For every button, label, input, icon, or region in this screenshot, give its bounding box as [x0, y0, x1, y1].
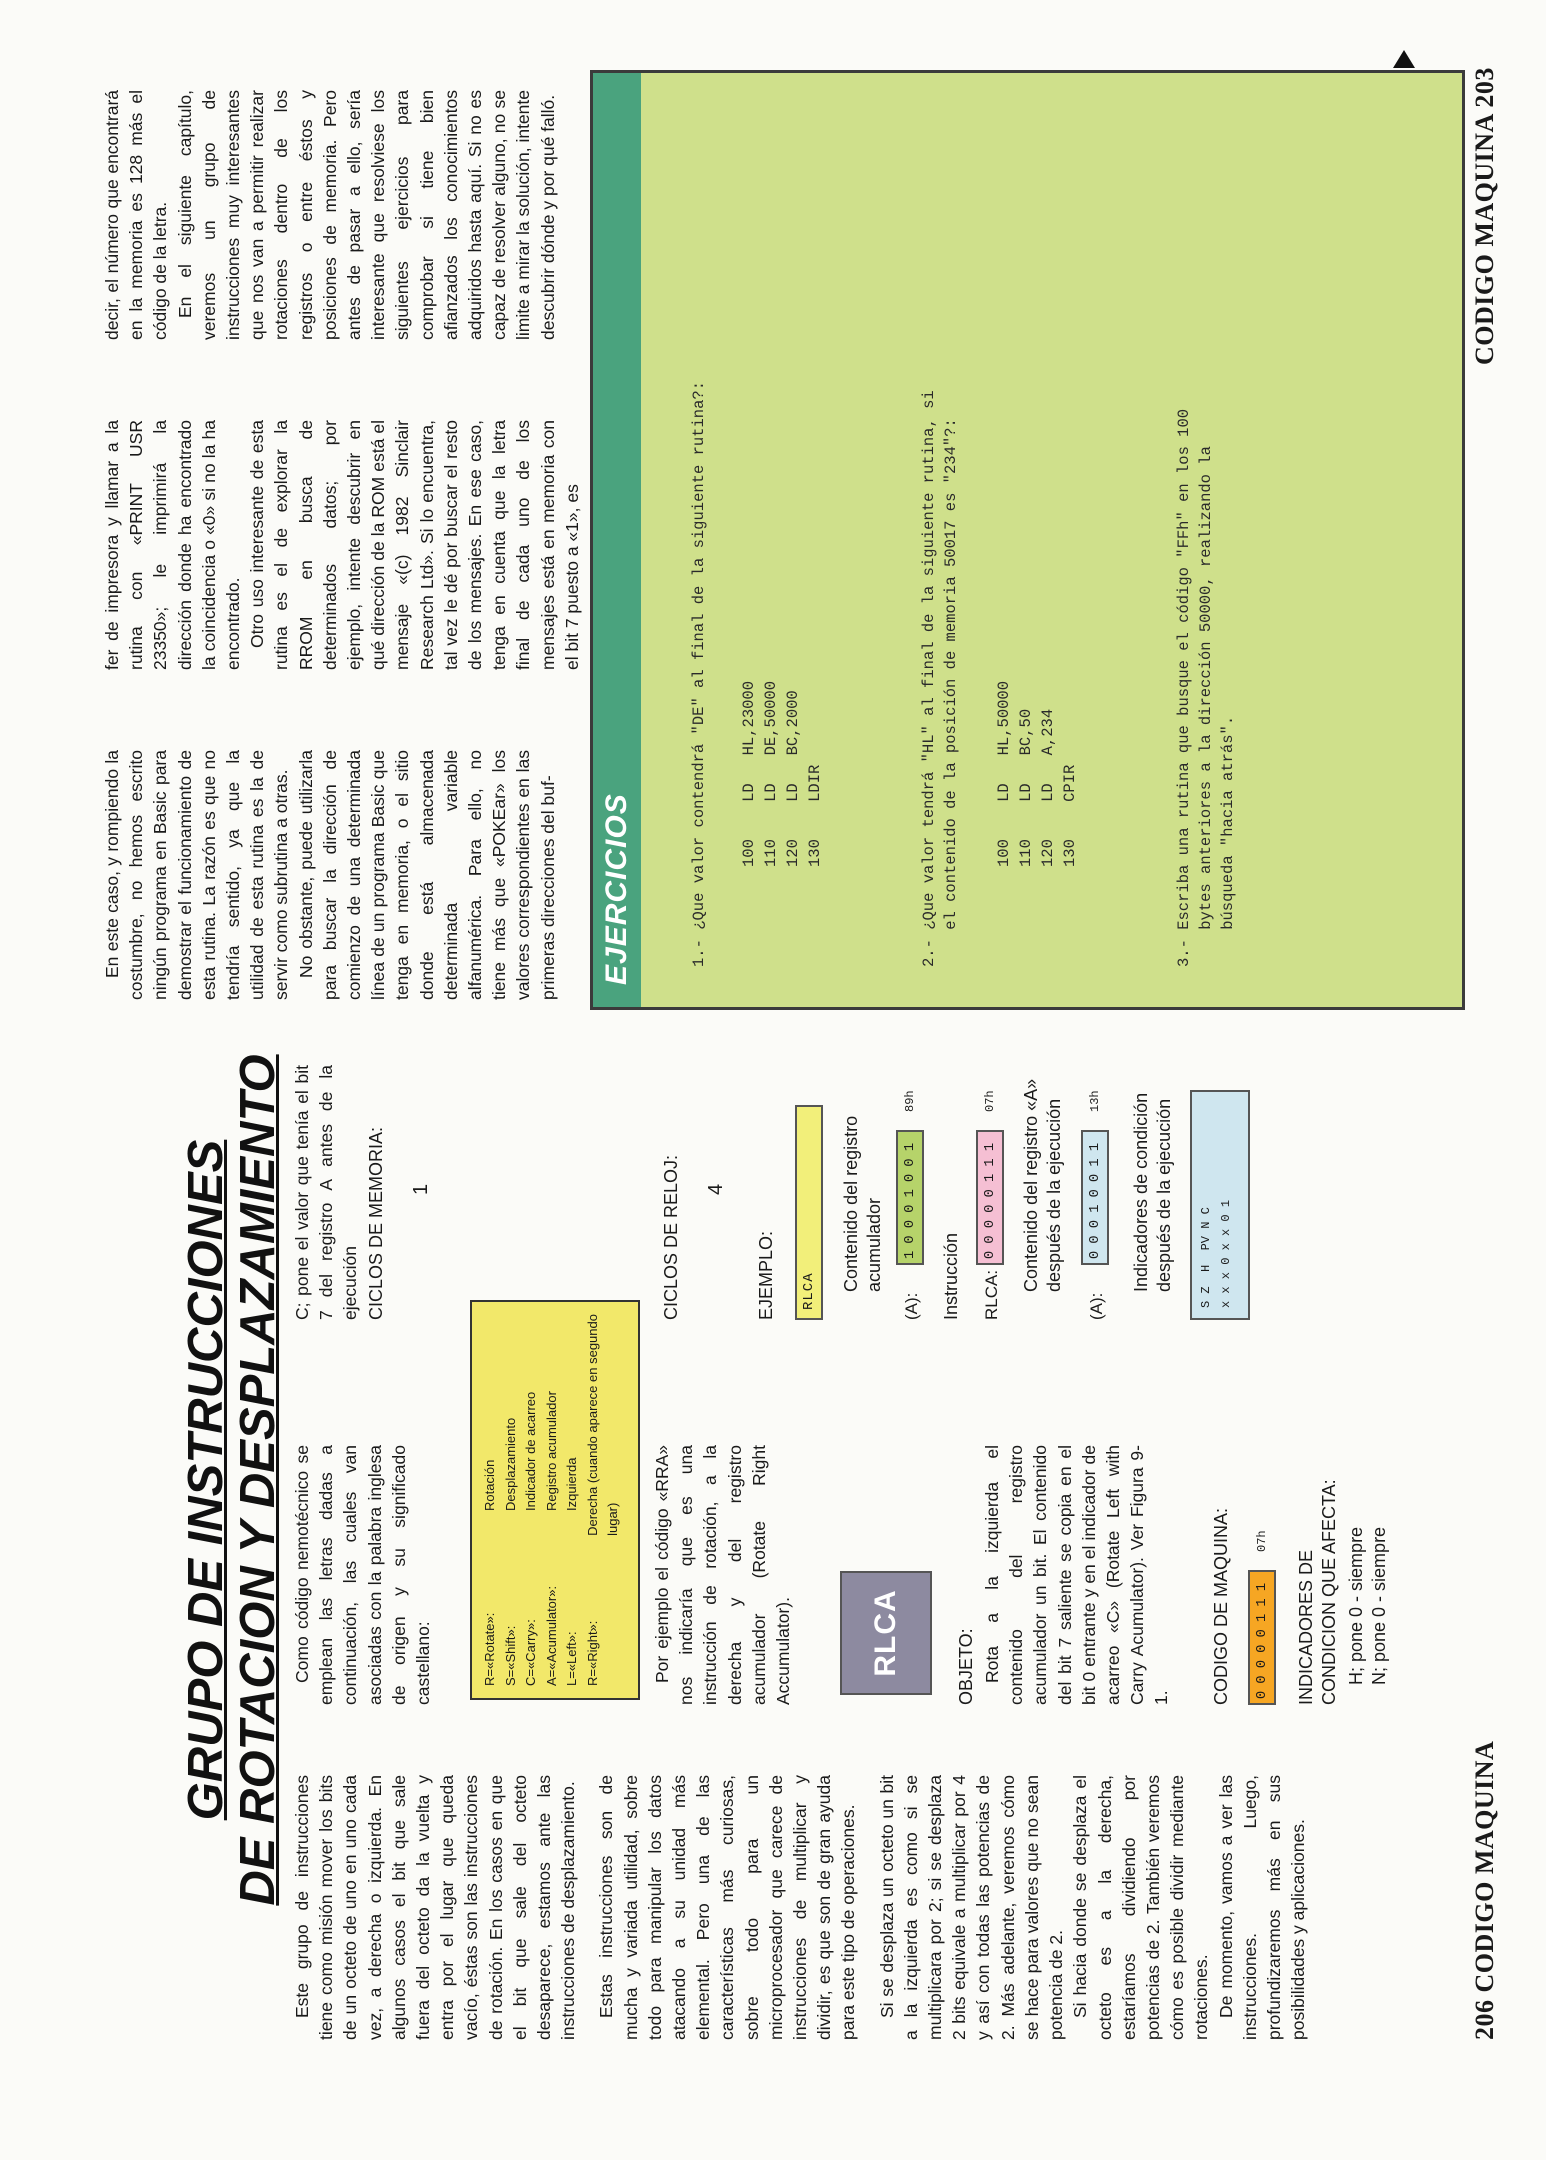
- indicadores-label: INDICADORES DE CONDICION QUE AFECTA:: [1296, 1479, 1339, 1705]
- codigo-hex: 07h: [1255, 1530, 1269, 1552]
- codigo-label: CODIGO DE MAQUINA:: [1211, 1507, 1231, 1705]
- a2-label: (A):: [1087, 1292, 1106, 1320]
- continue-arrow-icon: [1393, 50, 1415, 68]
- title-line-1: GRUPO DE INSTRUCCIONES: [179, 1139, 233, 1821]
- flags-header: S Z H PV N C: [1199, 1207, 1213, 1308]
- legend-box: [470, 1300, 640, 1700]
- codigo-bits: 00000111: [1248, 1570, 1276, 1705]
- ciclos-reloj-label: CICLOS DE RELOJ:: [661, 1154, 681, 1320]
- legend-value: Derecha (cuando aparece en segundo lugar): [584, 1314, 620, 1536]
- column-2b: [650, 1445, 795, 1705]
- exercise-2-question-line2: el contenido de la posición de memoria 50017 es "234"?:: [942, 418, 960, 967]
- footer-left: 206 CODIGO MAQUINA: [1470, 1740, 1499, 2040]
- legend-key: R=«Right»:: [584, 1620, 600, 1686]
- paragraph: En este caso, y rompiendo la costumbre, no hemos escrito ningún programa en Basic para demostrar el funcionamiento de esta rutina. La razón es que no tendría sentido, ya que la utilidad de esta rutina es la de servir como subrutina a otras.: [102, 750, 292, 1000]
- exercise-1-question: 1.- ¿Que valor contendrá "DE" al final de la siguiente rutina?:: [690, 381, 708, 967]
- indicador-h: H; pone 0 - siempre: [1346, 1526, 1366, 1685]
- objeto-label: OBJETO:: [956, 1628, 976, 1705]
- column-6: [100, 90, 560, 340]
- paragraph: Este grupo de instrucciones tiene como misión mover los bits de un octeto de uno en uno cada vez, a derecha o izquierda. En algunos casos el bit que sale fuera del octeto da la vuelta y entra por el lugar que queda vacío, éstas son las instrucciones de rotación. En los casos en que el bit que sale del octeto desaparece, estamos ante las instrucciones de desplazamiento.: [292, 1775, 579, 2040]
- paragraph: Rota a la izquierda el contenido del registro acumulador un bit. El contenido del bit 7 saliente se copia en el bit 0 entrante y en el indicador de acarreo «C» (Rotate Left with Carry Acumulator). Ver Figura 9-1.: [982, 1445, 1172, 1705]
- exercise-2-code-line: 130 CPIR: [1061, 764, 1079, 867]
- ejemplo-label: EJEMPLO:: [756, 1230, 776, 1320]
- column-1: [290, 1775, 1310, 2040]
- legend-value: Indicador de acarreo: [523, 1391, 538, 1511]
- exercise-2-question-line1: 2.- ¿Que valor tendrá "HL" al final de la siguiente rutina, si: [920, 390, 938, 967]
- paragraph: Si se desplaza un octeto un bit a la izquierda es como si se multiplicara por 2; si se desplaza 2 bits equivale a multiplicar por 4 y así con todas las potencias de 2. Más adelante, veremos cómo se hace para valores que no sean potencia de 2.: [876, 1775, 1067, 2040]
- a1-label: (A):: [902, 1292, 921, 1320]
- paragraph: No obstante, puede utilizarla para buscar la dirección de comienzo de una determinada línea de un programa Basic que tenga en memoria, o el sitio donde está almacenada determinada variable alfanumérica. Para ello, no tiene más que «POKEar» los valores correspondientes en las primeras direcciones del buf-: [295, 750, 558, 1000]
- legend-value: Desplazamiento: [502, 1417, 518, 1511]
- title-line-2: DE ROTACION Y DESPLAZAMIENTO: [231, 1054, 285, 1906]
- footer-right: CODIGO MAQUINA 203: [1470, 67, 1499, 365]
- exercise-3-line3: búsqueda "hacia atrás".: [1219, 715, 1237, 967]
- a2-hex: 13h: [1088, 1090, 1102, 1112]
- rlca-hex: 07h: [983, 1090, 997, 1112]
- legend-key: S=«Shift»:: [502, 1625, 518, 1686]
- legend-value: Registro acumulador: [543, 1391, 559, 1511]
- paragraph: fer de impresora y llamar a la rutina con «PRINT USR 23350»; le imprimirá la dirección donde ha encontrado la coincidencia o «0» si no la ha encontrado.: [102, 420, 244, 670]
- rlca-bits: 00000111: [976, 1130, 1004, 1265]
- indicador-n: N; pone 0 - siempre: [1369, 1526, 1389, 1685]
- paragraph: Como código nemotécnico se emplean las letras dadas a continuación, las cuales van asociadas con la palabra inglesa de origen y su significado castellano:: [292, 1445, 434, 1705]
- exercise-1-code-line: 120 LD BC,2000: [784, 690, 802, 867]
- legend-key: A=«Acumulator»:: [543, 1585, 559, 1686]
- rlca-label: RLCA:: [982, 1269, 1001, 1320]
- column-5: [100, 420, 584, 670]
- paragraph: decir, el número que encontrará en la memoria es 128 más el código de la letra.: [102, 90, 171, 340]
- ciclos-memoria-label: CICLOS DE MEMORIA:: [366, 1126, 386, 1320]
- a1-hex: 89h: [903, 1090, 917, 1112]
- legend-key: L=«Left»:: [564, 1631, 579, 1686]
- a2-bits: 00010011: [1081, 1130, 1109, 1265]
- rlca-badge: RLCA: [840, 1571, 932, 1695]
- column-3: [290, 1065, 363, 1320]
- legend-value: Izquierda: [564, 1457, 579, 1511]
- paragraph: Si hacia donde se desplaza el octeto es a la derecha, estaríamos dividiendo por potencias de 2. También veremos cómo es posible dividir mediante rotaciones.: [1070, 1775, 1212, 2040]
- paragraph: Estas instrucciones son de mucha y variada utilidad, sobre todo para manipular los datos atacando a su unidad más elemental. Pero una de las características más curiosas, sobre todo para un microprocesador que carece de instrucciones de multiplicar y dividir, es que son de gran ayuda para este tipo de operaciones.: [596, 1775, 859, 2040]
- legend-value: Rotación: [482, 1459, 497, 1511]
- exercise-1-code-line: 110 LD DE,50000: [762, 680, 780, 867]
- indicadores-despues-label: Indicadores de condición después de la ejecución: [1131, 1092, 1174, 1292]
- instruccion-label: Instrucción: [941, 1232, 961, 1320]
- objeto-text-block: [980, 1445, 1174, 1705]
- ciclos-reloj-value: 4: [705, 1183, 727, 1195]
- ciclos-memoria-value: 1: [410, 1183, 432, 1195]
- paragraph: Por ejemplo el código «RRA» nos indicaría que es una instrucción de rotación, a la derecha y del registro acumulador (Rotate Right Accumulator).: [652, 1445, 794, 1705]
- legend-key: R=«Rotate»:: [482, 1612, 497, 1686]
- exercise-1-code-line: 100 LD HL,23000: [740, 680, 758, 867]
- exercise-2-code-line: 120 LD A,234: [1039, 708, 1057, 867]
- column-2: [290, 1445, 435, 1705]
- exercise-3-line1: 3.- Escriba una rutina que busque el código "FFh" en los 100: [1175, 408, 1193, 967]
- exercise-2-code-line: 100 LD HL,50000: [995, 680, 1013, 867]
- ejemplo-code: RLCA: [795, 1105, 823, 1320]
- exercise-2-code-line: 110 LD BC,50: [1017, 708, 1035, 867]
- page-title: [180, 1030, 284, 1930]
- paragraph: Otro uso interesante de esta rutina es el de explorar la RROM en busca de determinados datos; por ejemplo, intente descubrir en qué dirección de la ROM está el mensaje «(c) 1982 Sinclair Research Ltd». Si lo encuentra, tal vez le dé por buscar el resto de los mensajes. En ese caso, tenga en cuenta que la letra final de cada uno de los mensajes está en memoria con el bit 7 puesto a «1», es: [247, 420, 582, 670]
- flags-values: x x x 0 x x 0 1: [1219, 1199, 1233, 1308]
- paragraph: En el siguiente capítulo, veremos un grupo de instrucciones muy interesantes que nos van a permitir realizar rotaciones dentro de los registros o entre éstos y posiciones de memoria. Pero antes de pasar a ello, sería interesante que resolviese los siguientes ejercicios para comprobar si tiene bien afianzados los conocimientos adquiridos hasta aquí. Si no es capaz de resolver alguno, no se limite a mirar la solución, intente descubrir dónde y por qué falló.: [174, 90, 558, 340]
- flags-box: [1190, 1090, 1250, 1320]
- contenido2-label: Contenido del registro «A» después de la ejecución: [1021, 1078, 1064, 1292]
- contenido-label: Contenido del registro acumulador: [841, 1115, 884, 1292]
- ejercicios-header: EJERCICIOS: [593, 73, 641, 1007]
- c-flag-text: C; pone el valor que tenía el bit 7 del registro A antes de la ejecución: [292, 1065, 361, 1320]
- column-4: [100, 750, 560, 1000]
- a1-bits: 10001001: [896, 1130, 924, 1265]
- paragraph: De momento, vamos a ver las instrucciones. Luego, profundizaremos más en sus posibilidades y aplicaciones.: [1215, 1775, 1309, 2040]
- exercise-1-code-line: 130 LDIR: [806, 764, 824, 867]
- ejercicios-panel: [590, 70, 1465, 1010]
- exercise-3-line2: bytes anteriores a la dirección 50000, realizando la: [1197, 446, 1215, 967]
- legend-key: C=«Carry»:: [523, 1619, 538, 1686]
